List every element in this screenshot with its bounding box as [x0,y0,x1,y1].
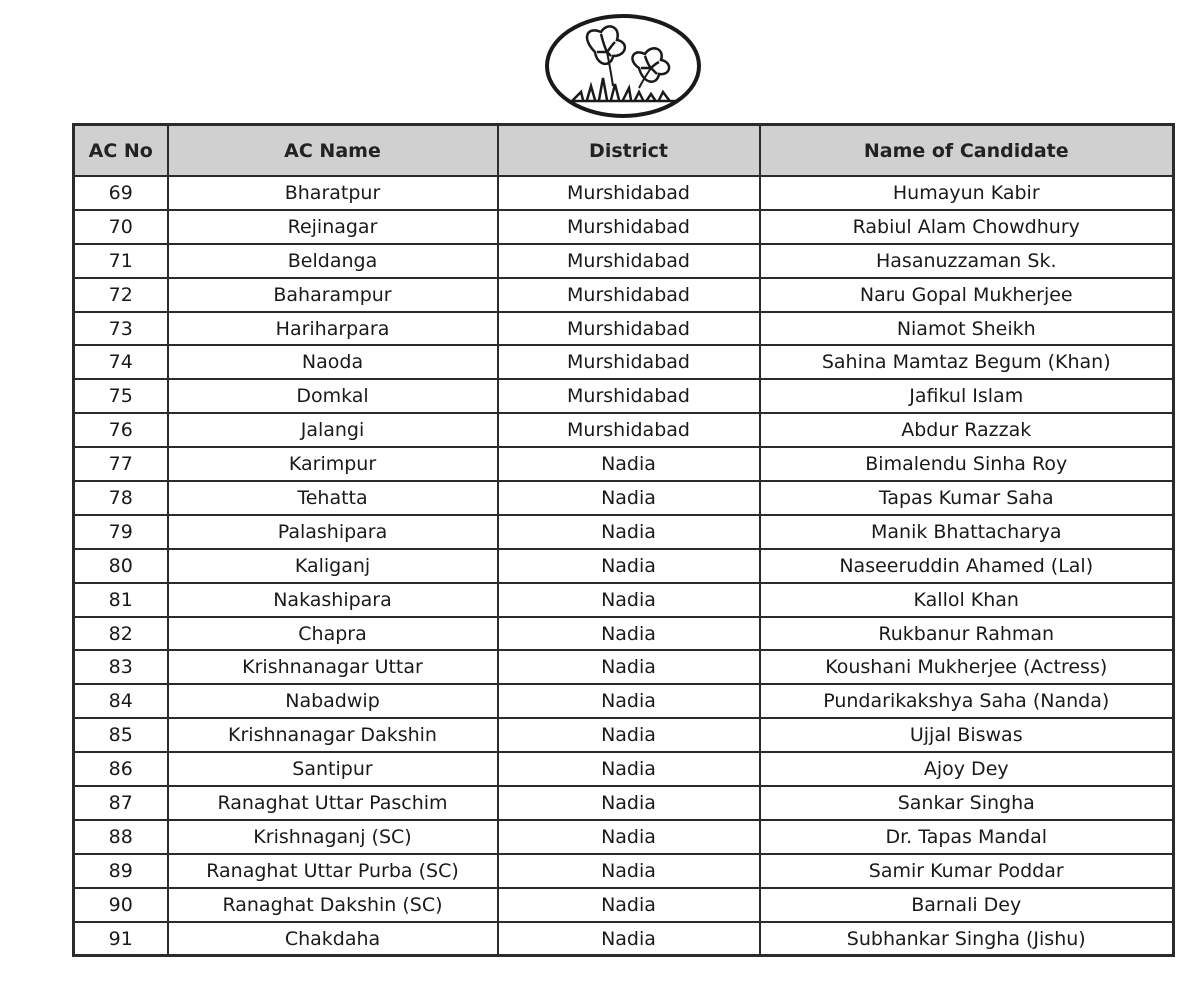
ac-name-cell: Santipur [168,752,498,786]
ac-name-cell: Ranaghat Uttar Purba (SC) [168,854,498,888]
table-row [74,617,1174,651]
candidate-name-cell: Rabiul Alam Chowdhury [760,210,1174,244]
district-cell: Murshidabad [498,379,760,413]
table-row [74,447,1174,481]
ac-no-cell: 78 [74,481,168,515]
candidate-name-cell: Manik Bhattacharya [760,515,1174,549]
district-cell: Nadia [498,752,760,786]
table-row [74,684,1174,718]
candidate-name-cell: Niamot Sheikh [760,312,1174,346]
table-row [74,752,1174,786]
ac-no-cell: 81 [74,583,168,617]
ac-no-cell: 86 [74,752,168,786]
candidate-name-cell: Sahina Mamtaz Begum (Khan) [760,345,1174,379]
ac-no-cell: 71 [74,244,168,278]
ac-no-cell: 82 [74,617,168,651]
table-row [74,549,1174,583]
candidate-name-cell: Tapas Kumar Saha [760,481,1174,515]
candidate-name-cell: Sankar Singha [760,786,1174,820]
candidate-name-cell: Kallol Khan [760,583,1174,617]
table-header [74,125,1174,177]
ac-no-cell: 73 [74,312,168,346]
candidate-name-cell: Abdur Razzak [760,413,1174,447]
table-row [74,312,1174,346]
table-body [74,176,1174,956]
district-cell: Nadia [498,786,760,820]
district-cell: Nadia [498,718,760,752]
ac-no-cell: 90 [74,888,168,922]
ac-name-cell: Chakdaha [168,922,498,956]
column-header-candidate: Name of Candidate [760,125,1174,177]
candidate-name-cell: Jafikul Islam [760,379,1174,413]
table-row [74,278,1174,312]
ac-name-cell: Karimpur [168,447,498,481]
table-row [74,176,1174,210]
ac-no-cell: 89 [74,854,168,888]
table-row [74,244,1174,278]
table-row [74,718,1174,752]
table-row [74,379,1174,413]
column-header-ac-no: AC No [74,125,168,177]
ac-name-cell: Tehatta [168,481,498,515]
ac-no-cell: 75 [74,379,168,413]
district-cell: Murshidabad [498,210,760,244]
ac-name-cell: Chapra [168,617,498,651]
district-cell: Murshidabad [498,345,760,379]
district-cell: Nadia [498,617,760,651]
candidate-name-cell: Barnali Dey [760,888,1174,922]
district-cell: Nadia [498,481,760,515]
district-cell: Nadia [498,583,760,617]
ac-no-cell: 74 [74,345,168,379]
ac-name-cell: Nakashipara [168,583,498,617]
table-row [74,650,1174,684]
ac-name-cell: Krishnanagar Uttar [168,650,498,684]
candidate-name-cell: Hasanuzzaman Sk. [760,244,1174,278]
candidate-name-cell: Dr. Tapas Mandal [760,820,1174,854]
ac-no-cell: 77 [74,447,168,481]
candidate-name-cell: Bimalendu Sinha Roy [760,447,1174,481]
ac-no-cell: 79 [74,515,168,549]
candidate-name-cell: Pundarikakshya Saha (Nanda) [760,684,1174,718]
ac-name-cell: Nabadwip [168,684,498,718]
ac-no-cell: 69 [74,176,168,210]
district-cell: Murshidabad [498,176,760,210]
ac-name-cell: Krishnaganj (SC) [168,820,498,854]
district-cell: Murshidabad [498,413,760,447]
ac-no-cell: 76 [74,413,168,447]
table-row [74,481,1174,515]
district-cell: Murshidabad [498,244,760,278]
ac-name-cell: Palashipara [168,515,498,549]
candidate-name-cell: Samir Kumar Poddar [760,854,1174,888]
ac-name-cell: Jalangi [168,413,498,447]
ac-no-cell: 91 [74,922,168,956]
district-cell: Nadia [498,854,760,888]
candidate-table [72,123,1175,957]
district-cell: Murshidabad [498,312,760,346]
ac-no-cell: 72 [74,278,168,312]
candidate-name-cell: Koushani Mukherjee (Actress) [760,650,1174,684]
district-cell: Nadia [498,549,760,583]
ac-name-cell: Baharampur [168,278,498,312]
ac-name-cell: Domkal [168,379,498,413]
ac-no-cell: 85 [74,718,168,752]
ac-no-cell: 87 [74,786,168,820]
ac-no-cell: 70 [74,210,168,244]
ac-name-cell: Hariharpara [168,312,498,346]
column-header-district: District [498,125,760,177]
ac-name-cell: Krishnanagar Dakshin [168,718,498,752]
ac-no-cell: 83 [74,650,168,684]
district-cell: Nadia [498,922,760,956]
ac-name-cell: Beldanga [168,244,498,278]
district-cell: Nadia [498,650,760,684]
ac-name-cell: Kaliganj [168,549,498,583]
district-cell: Murshidabad [498,278,760,312]
candidate-name-cell: Naseeruddin Ahamed (Lal) [760,549,1174,583]
table-row [74,888,1174,922]
ac-name-cell: Rejinagar [168,210,498,244]
district-cell: Nadia [498,515,760,549]
ac-name-cell: Bharatpur [168,176,498,210]
district-cell: Nadia [498,820,760,854]
table-row [74,786,1174,820]
table-row [74,515,1174,549]
candidate-name-cell: Subhankar Singha (Jishu) [760,922,1174,956]
ac-name-cell: Naoda [168,345,498,379]
table-row [74,583,1174,617]
candidate-name-cell: Ajoy Dey [760,752,1174,786]
table-row [74,210,1174,244]
district-cell: Nadia [498,684,760,718]
district-cell: Nadia [498,888,760,922]
candidate-name-cell: Rukbanur Rahman [760,617,1174,651]
candidate-name-cell: Humayun Kabir [760,176,1174,210]
header-row [74,125,1174,177]
table-row [74,854,1174,888]
table-row [74,922,1174,956]
candidate-name-cell: Ujjal Biswas [760,718,1174,752]
ac-name-cell: Ranaghat Uttar Paschim [168,786,498,820]
ac-no-cell: 80 [74,549,168,583]
district-cell: Nadia [498,447,760,481]
party-logo-icon [543,12,703,120]
candidate-name-cell: Naru Gopal Mukherjee [760,278,1174,312]
table-row [74,345,1174,379]
ac-no-cell: 84 [74,684,168,718]
column-header-ac-name: AC Name [168,125,498,177]
table-row [74,413,1174,447]
ac-name-cell: Ranaghat Dakshin (SC) [168,888,498,922]
ac-no-cell: 88 [74,820,168,854]
table-row [74,820,1174,854]
